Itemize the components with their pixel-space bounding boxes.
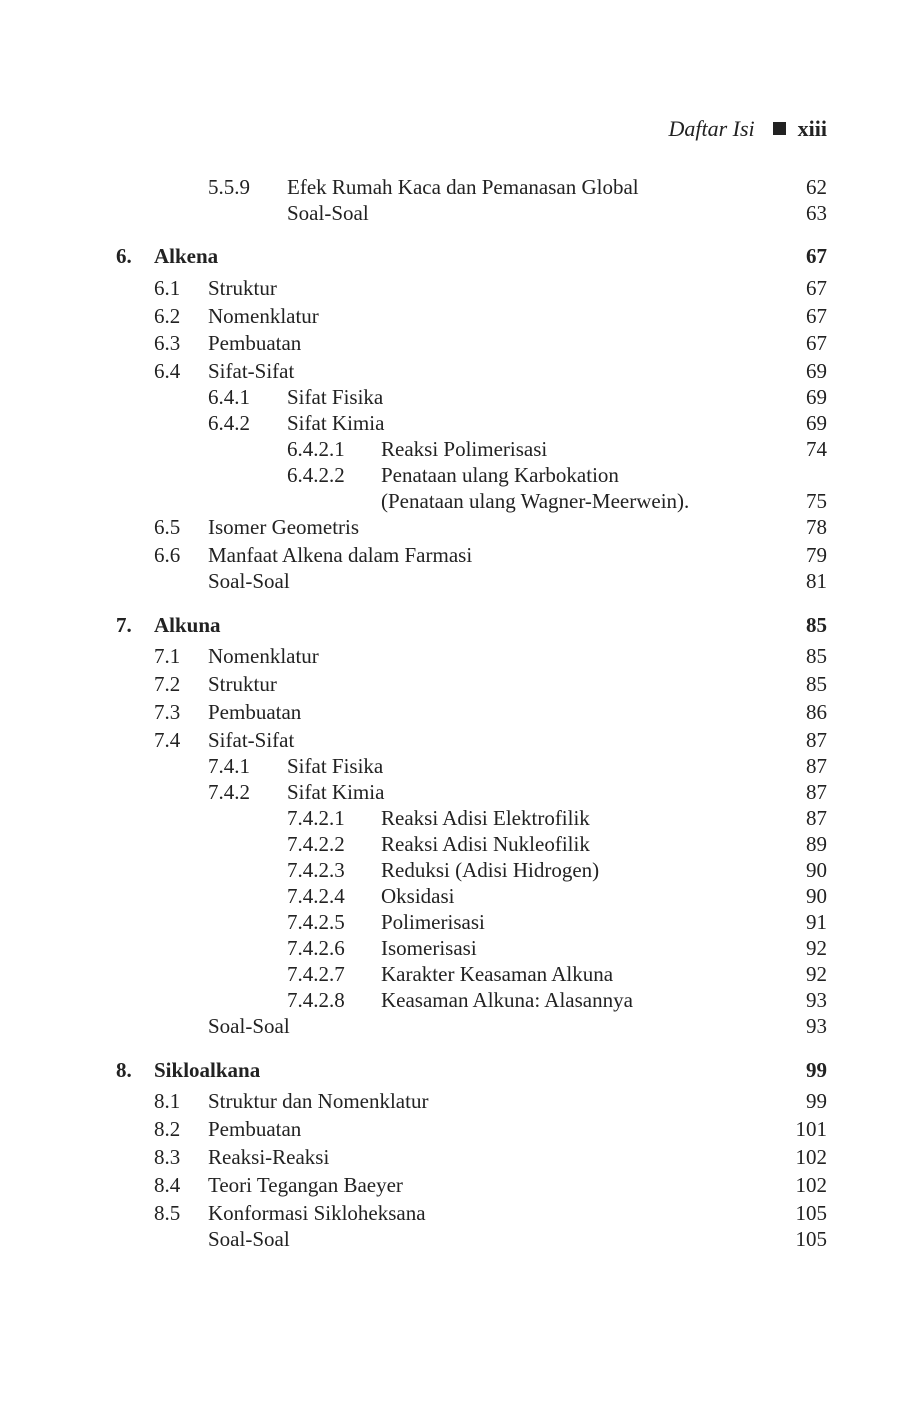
toc-entry-row[interactable]: [0, 1171, 915, 1199]
toc-entry-title: (Penataan ulang Wagner-Meerwein).: [381, 489, 690, 513]
toc-entry-row[interactable]: [0, 329, 915, 357]
toc-entry-row[interactable]: [0, 804, 915, 832]
toc-entry-page: 69: [806, 359, 827, 383]
toc-entry-title: Struktur dan Nomenklatur: [208, 1089, 429, 1113]
toc-entry-row[interactable]: [0, 383, 915, 411]
toc-entry-title: Manfaat Alkena dalam Farmasi: [208, 543, 473, 567]
toc-entry-number: 8.4: [154, 1173, 181, 1197]
toc-entry-row[interactable]: [0, 199, 915, 227]
toc-entry-page: 92: [806, 936, 827, 960]
toc-entry-row[interactable]: [0, 1115, 915, 1143]
toc-entry-number: 6.4.2.2: [287, 463, 345, 487]
toc-entry-page: 90: [806, 884, 827, 908]
toc-entry-title: Keasaman Alkuna: Alasannya: [381, 988, 633, 1012]
toc-entry-page: 75: [806, 489, 827, 513]
toc-entry-page: 99: [806, 1089, 827, 1113]
toc-entry-number: 7.4.2: [208, 780, 250, 804]
toc-entry-title: Teori Tegangan Baeyer: [208, 1173, 403, 1197]
toc-entry-title: Reduksi (Adisi Hidrogen): [381, 858, 600, 882]
square-bullet-icon: [773, 122, 786, 135]
toc-entry-row[interactable]: [0, 461, 915, 489]
toc-entry-title: Pembuatan: [208, 1117, 302, 1141]
toc-entry-page: 85: [806, 613, 827, 637]
toc-entry-number: 7.3: [154, 700, 181, 724]
toc-entry-title: Oksidasi: [381, 884, 455, 908]
toc-entry-title: Alkuna: [154, 613, 221, 637]
toc-entry-title: Reaksi Adisi Nukleofilik: [381, 832, 590, 856]
toc-entry-number: 7.4.2.1: [287, 806, 345, 830]
toc-entry-page: 101: [795, 1117, 827, 1141]
toc-entry-page: 87: [806, 806, 827, 830]
running-header: [668, 115, 827, 143]
toc-entry-page: 102: [795, 1145, 827, 1169]
toc-entry-title: Reaksi Adisi Elektrofilik: [381, 806, 590, 830]
toc-entry-number: 7.4.2.5: [287, 910, 345, 934]
toc-entry-page: 93: [806, 988, 827, 1012]
toc-entry-row[interactable]: [0, 856, 915, 884]
toc-entry-title: Soal-Soal: [208, 1227, 290, 1251]
toc-entry-page: 87: [806, 754, 827, 778]
toc-entry-number: 7.2: [154, 672, 181, 696]
toc-entry-number: 7.4.2.7: [287, 962, 345, 986]
toc-entry-title: Karakter Keasaman Alkuna: [381, 962, 614, 986]
toc-entry-number: 7.1: [154, 644, 181, 668]
toc-entry-number: 6.4.1: [208, 385, 250, 409]
toc-entry-row[interactable]: [0, 173, 915, 201]
toc-entry-title: Struktur: [208, 672, 277, 696]
toc-entry-number: 7.4.2.2: [287, 832, 345, 856]
toc-entry-number: 6.1: [154, 276, 181, 300]
toc-entry-row[interactable]: [0, 357, 915, 385]
toc-entry-page: 93: [806, 1014, 827, 1038]
toc-entry-row[interactable]: [0, 541, 915, 569]
toc-entry-number: 6.4.2.1: [287, 437, 345, 461]
toc-entry-number: 6.3: [154, 331, 181, 355]
toc-entry-page: 81: [806, 569, 827, 593]
toc-entry-title: Soal-Soal: [287, 201, 369, 225]
toc-entry-number: 7.4: [154, 728, 181, 752]
toc-entry-page: 67: [806, 304, 827, 328]
toc-entry-page: 78: [806, 515, 827, 539]
toc-entry-page: 67: [806, 331, 827, 355]
toc-entry-title: Sifat-Sifat: [208, 728, 295, 752]
toc-entry-title: Polimerisasi: [381, 910, 485, 934]
toc-entry-title: Reaksi-Reaksi: [208, 1145, 330, 1169]
toc-entry-row[interactable]: [0, 934, 915, 962]
toc-entry-row[interactable]: [0, 1199, 915, 1227]
toc-entry-title: Sifat Fisika: [287, 385, 384, 409]
toc-entry-row[interactable]: [0, 487, 915, 515]
toc-entry-title: Reaksi Polimerisasi: [381, 437, 548, 461]
toc-entry-number: 7.4.2.6: [287, 936, 345, 960]
toc-entry-page: 67: [806, 244, 827, 268]
toc-entry-number: 6.: [116, 244, 132, 268]
toc-entry-title: Pembuatan: [208, 700, 302, 724]
toc-entry-row[interactable]: [0, 882, 915, 910]
toc-entry-row[interactable]: [0, 670, 915, 698]
toc-chapter-row[interactable]: [0, 611, 915, 639]
toc-entry-page: 69: [806, 411, 827, 435]
toc-entry-row[interactable]: [0, 1012, 915, 1040]
toc-entry-number: 7.4.2.3: [287, 858, 345, 882]
toc-chapter-row[interactable]: [0, 1056, 915, 1084]
toc-entry-row[interactable]: [0, 435, 915, 463]
toc-entry-row[interactable]: [0, 1225, 915, 1253]
toc-entry-row[interactable]: [0, 752, 915, 780]
toc-entry-title: Isomer Geometris: [208, 515, 360, 539]
toc-entry-page: 99: [806, 1058, 827, 1082]
toc-entry-title: Sifat-Sifat: [208, 359, 295, 383]
toc-entry-row[interactable]: [0, 1087, 915, 1115]
toc-entry-title: Alkena: [154, 244, 219, 268]
toc-entry-number: 8.2: [154, 1117, 181, 1141]
toc-entry-title: Struktur: [208, 276, 277, 300]
toc-entry-title: Sikloalkana: [154, 1058, 261, 1082]
toc-entry-page: 92: [806, 962, 827, 986]
header-title: Daftar Isi: [668, 116, 755, 141]
toc-entry-title: Soal-Soal: [208, 1014, 290, 1038]
toc-entry-page: 74: [806, 437, 827, 461]
toc-entry-title: Pembuatan: [208, 331, 302, 355]
toc-entry-page: 85: [806, 672, 827, 696]
toc-entry-page: 86: [806, 700, 827, 724]
toc-entry-row[interactable]: [0, 567, 915, 595]
toc-entry-number: 6.4.2: [208, 411, 250, 435]
header-page-number: xiii: [797, 116, 827, 141]
toc-entry-page: 90: [806, 858, 827, 882]
toc-entry-row[interactable]: [0, 726, 915, 754]
toc-entry-row[interactable]: [0, 778, 915, 806]
toc-entry-number: 7.4.1: [208, 754, 250, 778]
toc-entry-row[interactable]: [0, 302, 915, 330]
toc-entry-page: 87: [806, 728, 827, 752]
toc-entry-title: Nomenklatur: [208, 304, 319, 328]
toc-entry-row[interactable]: [0, 986, 915, 1014]
toc-entry-row[interactable]: [0, 830, 915, 858]
toc-entry-title: Sifat Kimia: [287, 780, 385, 804]
toc-entry-page: 91: [806, 910, 827, 934]
toc-entry-row[interactable]: [0, 960, 915, 988]
toc-entry-number: 7.4.2.4: [287, 884, 345, 908]
toc-entry-row[interactable]: [0, 1143, 915, 1171]
toc-entry-title: Sifat Fisika: [287, 754, 384, 778]
toc-entry-page: 69: [806, 385, 827, 409]
toc-entry-number: 6.2: [154, 304, 181, 328]
toc-entry-page: 85: [806, 644, 827, 668]
toc-entry-number: 5.5.9: [208, 175, 250, 199]
toc-entry-title: Konformasi Sikloheksana: [208, 1201, 426, 1225]
toc-chapter-row[interactable]: [0, 242, 915, 270]
toc-entry-page: 79: [806, 543, 827, 567]
toc-entry-row[interactable]: [0, 513, 915, 541]
toc-entry-page: 89: [806, 832, 827, 856]
toc-entry-number: 6.6: [154, 543, 181, 567]
toc-entry-page: 87: [806, 780, 827, 804]
toc-entry-title: Penataan ulang Karbokation: [381, 463, 619, 487]
toc-entry-row[interactable]: [0, 698, 915, 726]
toc-entry-number: 6.5: [154, 515, 181, 539]
toc-entry-number: 8.: [116, 1058, 132, 1082]
toc-entry-row[interactable]: [0, 274, 915, 302]
toc-entry-number: 7.: [116, 613, 132, 637]
toc-entry-number: 8.1: [154, 1089, 181, 1113]
toc-entry-row[interactable]: [0, 642, 915, 670]
toc-entry-number: 7.4.2.8: [287, 988, 345, 1012]
toc-entry-page: 102: [795, 1173, 827, 1197]
toc-entry-row[interactable]: [0, 908, 915, 936]
toc-entry-title: Sifat Kimia: [287, 411, 385, 435]
toc-entry-page: 63: [806, 201, 827, 225]
toc-entry-page: 105: [795, 1227, 827, 1251]
toc-entry-number: 6.4: [154, 359, 181, 383]
toc-entry-title: Soal-Soal: [208, 569, 290, 593]
toc-entry-title: Isomerisasi: [381, 936, 477, 960]
toc-entry-page: 67: [806, 276, 827, 300]
toc-entry-page: 105: [795, 1201, 827, 1225]
toc-entry-title: Efek Rumah Kaca dan Pemanasan Global: [287, 175, 639, 199]
toc-entry-number: 8.3: [154, 1145, 181, 1169]
toc-entry-number: 8.5: [154, 1201, 181, 1225]
toc-entry-page: 62: [806, 175, 827, 199]
toc-entry-title: Nomenklatur: [208, 644, 319, 668]
toc-entry-row[interactable]: [0, 409, 915, 437]
